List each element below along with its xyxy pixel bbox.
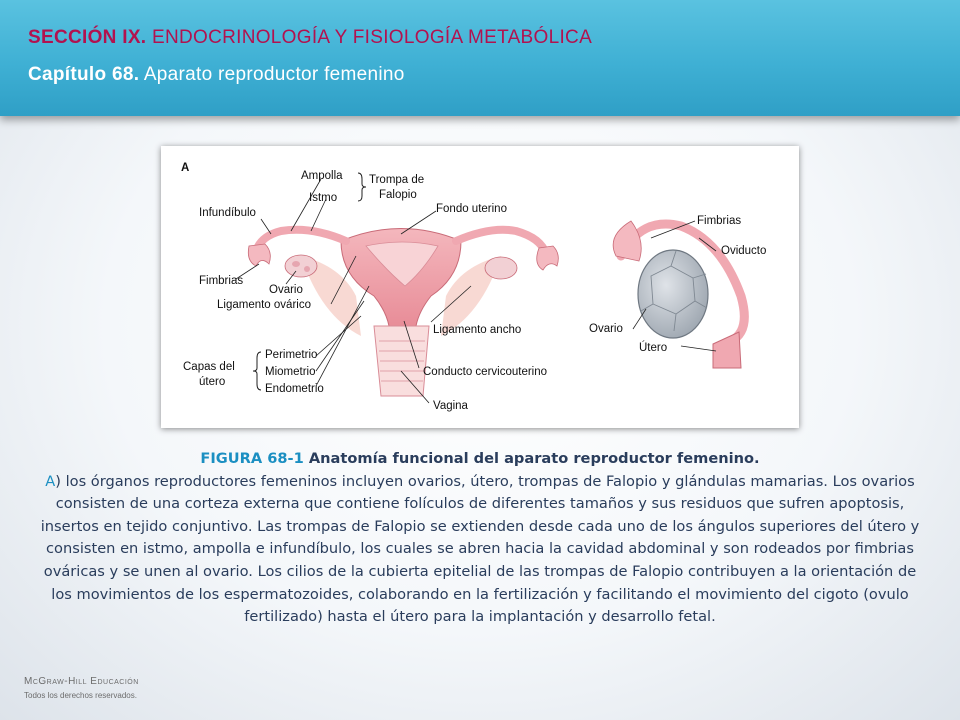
anatomy-illustration [161, 146, 799, 428]
label-vagina: Vagina [433, 400, 468, 412]
right-ovary [485, 257, 517, 279]
label-oviducto: Oviducto [721, 245, 767, 257]
rights-notice: Todos los derechos reservados. [24, 691, 137, 700]
label-utero-left: útero [199, 376, 226, 388]
chapter-title [28, 64, 405, 86]
label-utero-right: Útero [639, 342, 668, 354]
label-miometrio: Miometrio [265, 366, 316, 378]
publisher-name: McGraw-Hill Educación [24, 676, 139, 687]
label-trompa-de: Trompa de [369, 174, 425, 186]
label-fondo-uterino: Fondo uterino [436, 203, 507, 215]
left-ovary [285, 255, 317, 277]
header-banner [0, 0, 960, 116]
section-title [28, 27, 592, 49]
caption-panel-letter: A [45, 472, 56, 490]
anatomy-figure [161, 146, 799, 428]
label-fimbrias-right: Fimbrias [697, 215, 742, 227]
label-falopio: Falopio [379, 189, 417, 201]
section-number: SECCIÓN IX. [28, 27, 147, 48]
caption-figure-number: FIGURA 68-1 [200, 450, 304, 467]
label-conducto-cervicouterino: Conducto cervicouterino [423, 366, 548, 378]
label-ligamento-ovarico: Ligamento ovárico [217, 299, 311, 311]
caption-figure-title: Anatomía funcional del aparato reproductor femenino. [308, 450, 760, 467]
label-fimbrias-left: Fimbrias [199, 275, 244, 287]
right-fallopian-tube [456, 230, 546, 254]
ovary-detail [638, 250, 708, 338]
label-capas-del: Capas del [183, 361, 235, 373]
label-ovario-left: Ovario [269, 284, 303, 296]
section-name: ENDOCRINOLOGÍA Y FISIOLOGÍA METABÓLICA [151, 27, 593, 48]
label-istmo: Istmo [309, 192, 338, 204]
label-perimetrio: Perimetrio [265, 349, 318, 361]
label-ampolla: Ampolla [301, 170, 343, 182]
caption-body: ) los órganos reproductores femeninos incluyen ovarios, útero, trompas de Falopio y glándulas mamarias. Los ovarios consisten de una corteza externa que contiene folículos de diferentes tamaños y sus residuos que sufren apoptosis, insertos en tejido conjuntivo. Las trompas de Falopio se extienden desde cada uno de los ángulos superiores del útero y consisten en istmo, ampolla e infundíbulo, los cuales se abren hacia la cavidad abdominal y son rodeados por fimbrias ováricas y se unen al ovario. Los cilios de la cubierta epitelial de las trompas de Falopio contribuyen a la orientación de los movimientos de los espermatozoides, colaborando en la fertilización y facilitando el movimiento del cigoto (ovulo fertilizado) hasta el útero para la implantación y desarrollo fetal. [40, 472, 920, 626]
label-ligamento-ancho: Ligamento ancho [433, 324, 522, 336]
left-fallopian-tube [256, 230, 346, 251]
chapter-number: Capítulo 68. [28, 64, 140, 85]
label-ovario-right: Ovario [589, 323, 623, 335]
label-endometrio: Endometrio [265, 383, 324, 395]
label-infundibulo: Infundíbulo [199, 207, 256, 219]
panel-letter-a: A [181, 162, 190, 174]
figure-caption [40, 448, 920, 629]
caption-title [200, 450, 759, 467]
chapter-name: Aparato reproductor femenino [143, 64, 405, 85]
uterus-detail [713, 332, 741, 368]
